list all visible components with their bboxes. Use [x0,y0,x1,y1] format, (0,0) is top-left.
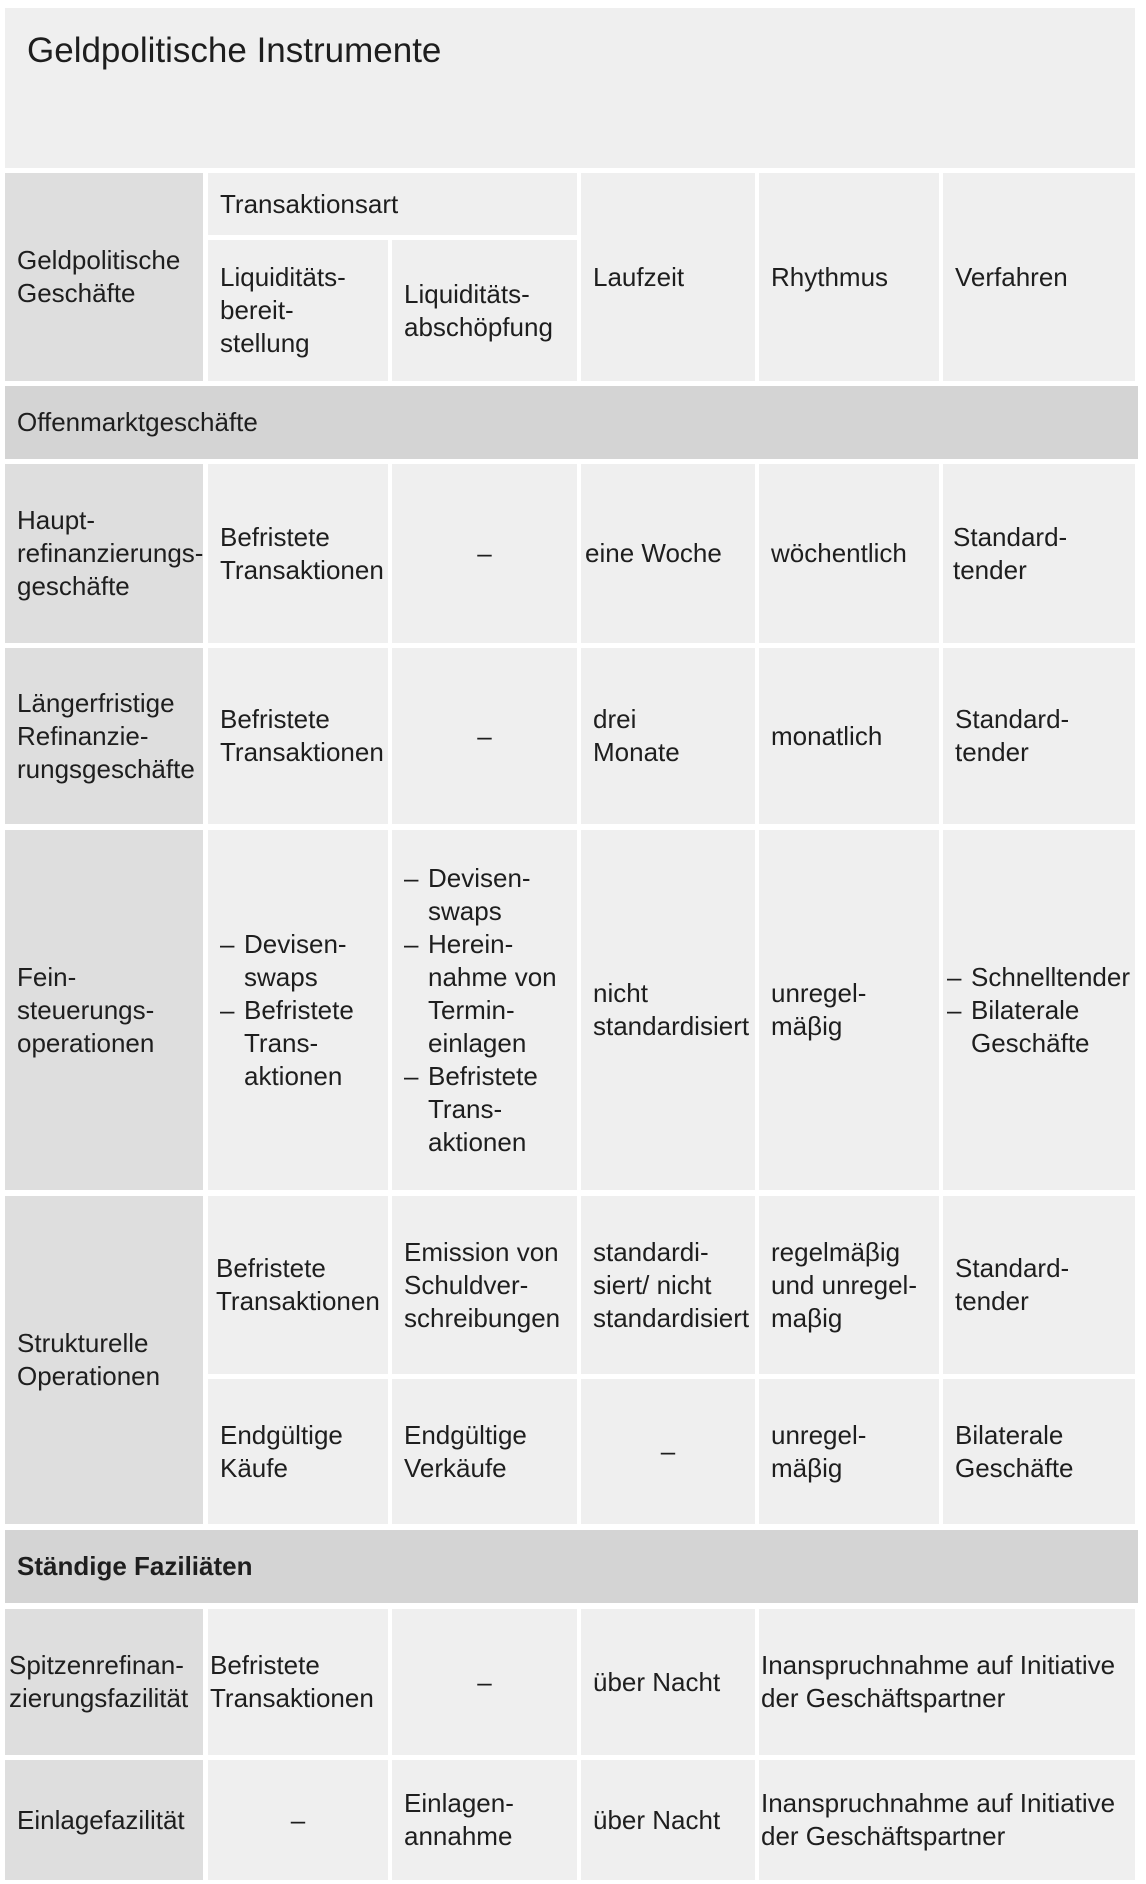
page-title [5,8,1135,168]
laenger-laufzeit-text: drei Monate [593,704,680,767]
strukturell-a-rhythmus [759,1196,939,1374]
header-transaktionsart [208,173,577,235]
strukturell-a-bereitstellung-text: Befristete Transaktionen [216,1253,380,1316]
header-bereitstellung-text: Liquiditäts- bereit- stellung [220,262,346,358]
einlage-abschoepfung [392,1760,577,1880]
row-label-fein [5,830,203,1190]
strukturell-b-bereitstellung-text: Endgültige Käufe [220,1419,343,1483]
haupt-rhythmus-text: wöchentlich [771,538,907,568]
haupt-rhythmus [759,464,939,643]
list-item: – Befristete Trans- aktionen [404,1060,557,1159]
fein-laufzeit [581,830,755,1190]
laenger-rhythmus-text: monatlich [771,720,883,751]
strukturell-a-verfahren [943,1196,1135,1374]
header-transaktionsart-text: Transaktionsart [220,188,399,219]
list-item: – Herein- nahme von Termin- einlagen [404,928,557,1060]
row-label-spitzen-text: Spitzenrefinan- zierungsfazilität [9,1650,189,1713]
list-item: – Schnelltender [947,961,1130,994]
strukturell-a-bereitstellung [208,1196,388,1374]
list-item: – Bilaterale Geschäfte [947,994,1130,1060]
haupt-laufzeit [581,464,755,643]
spitzen-laufzeit [581,1609,755,1755]
row-label-haupt [5,464,203,643]
header-laufzeit-text: Laufzeit [593,261,685,292]
fein-laufzeit-text: nicht standardisiert [593,978,750,1041]
strukturell-b-abschoepfung [392,1379,577,1524]
header-bereitstellung [208,240,388,381]
row-label-strukturell-text: Strukturelle Operationen [17,1328,161,1391]
strukturell-b-rhythmus-text: unregel- mäβig [771,1419,867,1483]
row-label-strukturell [5,1196,203,1524]
einlage-bereitstellung-text: – [290,1804,306,1835]
haupt-bereitstellung [208,464,388,643]
list-item: – Devisen- swaps [220,928,354,994]
fein-bereitstellung-list [220,928,354,1093]
spitzen-abschoepfung-text: – [477,1666,492,1697]
strukturell-b-rhythmus [759,1379,939,1524]
laenger-abschoepfung [392,648,577,824]
row-label-einlage-text: Einlagefazilität [17,1804,185,1835]
spitzen-verfahren-text: Inanspruchnahme auf Initiative der Geschäftspartner [761,1650,1116,1713]
strukturell-b-laufzeit-text: – [660,1436,676,1466]
fein-verfahren [943,830,1135,1190]
section-staendige-text: Ständige Faziliäten [17,1551,253,1581]
header-verfahren-text: Verfahren [955,261,1068,292]
strukturell-a-verfahren-text: Standard- tender [955,1253,1070,1316]
page-title-text: Geldpolitische Instrumente [27,31,442,70]
einlage-laufzeit [581,1760,755,1880]
strukturell-b-bereitstellung [208,1379,388,1524]
header-rhythmus [759,173,939,381]
strukturell-b-verfahren [943,1379,1135,1524]
einlage-verfahren-text: Inanspruchnahme auf Initiative der Geschäftspartner [761,1788,1116,1851]
row-label-laenger [5,648,203,824]
header-laufzeit [581,173,755,381]
strukturell-a-laufzeit-text: standardi- siert/ nicht standardisiert [593,1236,750,1333]
list-item: – Devisen- swaps [404,862,557,928]
section-offenmarkt [5,386,1138,459]
header-abschoepfung [392,240,577,381]
fein-bereitstellung [208,830,388,1190]
row-label-laenger-text: Längerfristige Refinanzie- rungsgeschäfte [17,687,195,784]
laenger-bereitstellung-text: Befristete Transaktionen [220,704,384,767]
fein-rhythmus-text: unregel- mäβig [771,978,867,1041]
row-label-spitzen [5,1609,203,1755]
haupt-verfahren-text: Standard- tender [953,521,1068,585]
haupt-laufzeit-text: eine Woche [585,538,722,568]
einlage-laufzeit-text: über Nacht [593,1804,721,1835]
spitzen-verfahren [759,1609,1135,1755]
header-rhythmus-text: Rhythmus [771,261,889,292]
haupt-verfahren [943,464,1135,643]
spitzen-bereitstellung [208,1609,388,1755]
laenger-laufzeit [581,648,755,824]
strukturell-b-abschoepfung-text: Endgültige Verkäufe [404,1419,527,1483]
laenger-bereitstellung [208,648,388,824]
section-offenmarkt-text: Offenmarktgeschäfte [17,407,258,437]
strukturell-a-abschoepfung [392,1196,577,1374]
row-label-einlage [5,1760,203,1880]
header-geschaefte-text: Geldpolitische Geschäfte [17,245,181,308]
strukturell-b-laufzeit [581,1379,755,1524]
row-label-fein-text: Fein- steuerungs- operationen [17,961,155,1058]
header-geschaefte [5,173,203,381]
laenger-abschoepfung-text: – [477,720,492,751]
fein-verfahren-list [947,961,1130,1060]
fein-rhythmus [759,830,939,1190]
haupt-abschoepfung [392,464,577,643]
laenger-rhythmus [759,648,939,824]
haupt-bereitstellung-text: Befristete Transaktionen [220,521,384,585]
einlage-verfahren [759,1760,1135,1880]
haupt-abschoepfung-text: – [477,538,492,568]
list-item: – Befristete Trans- aktionen [220,994,354,1093]
fein-abschoepfung-list [404,862,557,1159]
header-verfahren [943,173,1135,381]
laenger-verfahren-text: Standard- tender [955,704,1070,767]
fein-abschoepfung [392,830,577,1190]
strukturell-a-rhythmus-text: regelmäβig und unregel- maβig [771,1236,917,1333]
laenger-verfahren [943,648,1135,824]
spitzen-abschoepfung [392,1609,577,1755]
spitzen-laufzeit-text: über Nacht [593,1666,721,1697]
row-label-haupt-text: Haupt- refinanzierungs- geschäfte [17,505,203,601]
header-abschoepfung-text: Liquiditäts- abschöpfung [404,278,553,342]
einlage-bereitstellung [208,1760,388,1880]
einlage-abschoepfung-text: Einlagen- annahme [404,1788,514,1851]
spitzen-bereitstellung-text: Befristete Transaktionen [210,1650,374,1713]
strukturell-a-laufzeit [581,1196,755,1374]
section-staendige [5,1530,1138,1603]
strukturell-a-abschoepfung-text: Emission von Schuldver- schreibungen [404,1236,561,1333]
strukturell-b-verfahren-text: Bilaterale Geschäfte [955,1419,1074,1483]
